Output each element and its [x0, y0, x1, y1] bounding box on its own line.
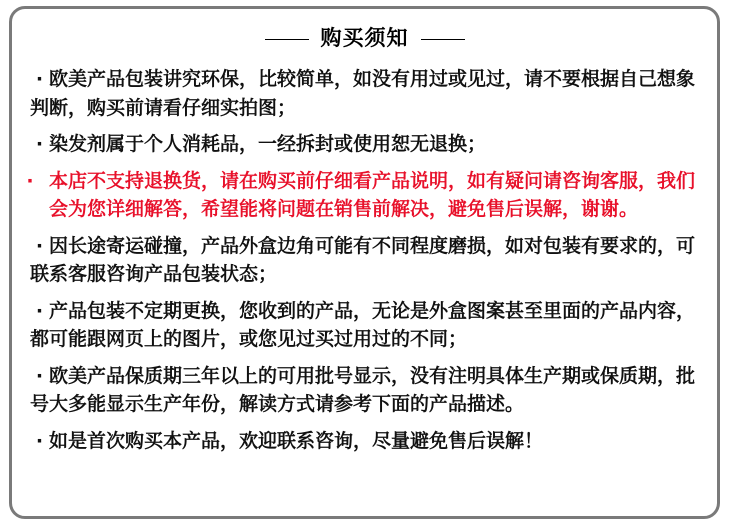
notice-item-text: 染发剂属于个人消耗品，一经拆封或使用恕无退换；	[49, 133, 487, 155]
bullet-dot: ·	[35, 68, 44, 90]
bullet-dot: ·	[35, 234, 44, 257]
notice-card	[9, 6, 720, 519]
notice-item	[30, 297, 710, 354]
bullet-dot: ·	[35, 133, 44, 155]
title-dash-left	[265, 39, 309, 40]
bullet-dot: ·	[26, 169, 34, 192]
bullet-dot: ·	[35, 299, 44, 322]
bullet-dot: ·	[35, 429, 44, 452]
notice-item-text: 欧美产品保质期三年以上的可用批号显示，没有注明具体生产期或保质期，批号大多能显示生产年份，解读方式请参考下面的产品描述。	[30, 364, 696, 415]
notice-item	[30, 232, 710, 289]
notice-item-text: 欧美产品包装讲究环保，比较简单，如没有用过或见过，请不要根据自己想象判断，购买前请看仔细实拍图；	[30, 68, 696, 119]
notice-item	[30, 65, 710, 122]
notice-item-text: 本店不支持退换货，请在购买前仔细看产品说明，如有疑问请咨询客服，我们会为您详细解答，希望能将问题在销售前解决，避免售后误解，谢谢。	[49, 169, 696, 220]
notice-item	[30, 362, 710, 419]
notice-title: 购买须知	[320, 26, 409, 50]
notice-item	[30, 427, 710, 456]
notice-item-text: 如是首次购买本产品，欢迎联系咨询，尽量避免售后误解！	[49, 429, 544, 452]
bullet-dot: ·	[35, 364, 44, 387]
notice-item-text: 产品包装不定期更换，您收到的产品，无论是外盒图案甚至里面的产品内容，都可能跟网页上的图片，或您见过买过用过的不同；	[30, 299, 696, 350]
notice-item-text: 因长途寄运碰撞，产品外盒边角可能有不同程度磨损，如对包装有要求的，可联系客服咨询产品包装状态；	[30, 234, 696, 285]
notice-list	[26, 65, 710, 455]
notice-header	[12, 22, 717, 52]
title-dash-right	[421, 39, 465, 40]
notice-item	[30, 130, 710, 159]
notice-item-highlight	[26, 167, 710, 224]
